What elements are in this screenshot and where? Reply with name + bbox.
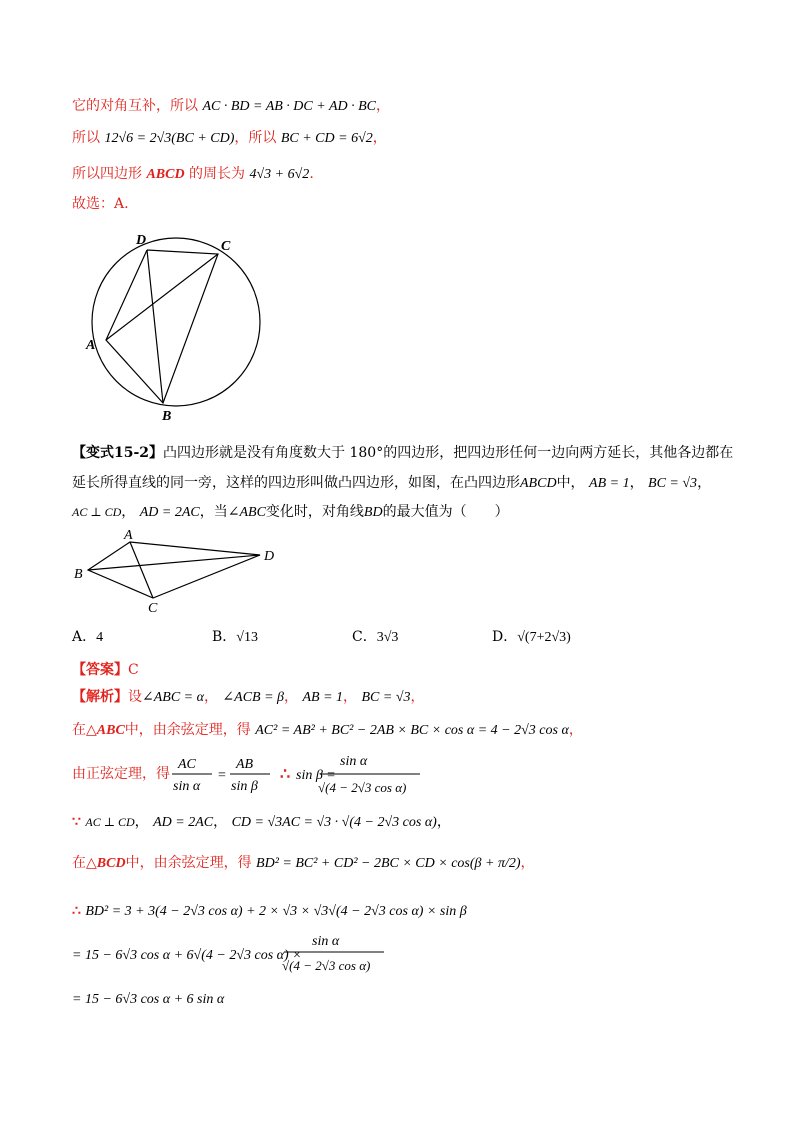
- solution-line-3: 所以四边形 ABCD 的周长为 4√3 + 6√2.: [72, 166, 314, 182]
- label-a: A: [86, 338, 96, 353]
- label-a: A: [124, 528, 133, 543]
- cosine-law-equation: AC² = AB² + BC² − 2AB × BC × cos α = 4 − 2√3 cos α: [255, 723, 569, 738]
- svg-text:√(4 − 2√3 cos α): √(4 − 2√3 cos α): [282, 958, 371, 973]
- equation: 12√6 = 2√3(BC + CD): [104, 131, 235, 146]
- perimeter-value: 4√3 + 6√2: [249, 167, 310, 182]
- cosine-law-bcd: BD² = BC² + CD² − 2BC × CD × cos(β + π/2): [256, 856, 521, 871]
- svg-text:=: =: [218, 768, 226, 783]
- problem-line-2: 延长所得直线的同一旁，这样的四边形叫做凸四边形，如图，在凸四边形ABCD中， AB = 1， BC = √3，: [72, 475, 712, 491]
- label-d: D: [136, 233, 147, 248]
- option-c: C．3√3: [352, 629, 399, 645]
- solution-line-2: 所以 12√6 = 2√3(BC + CD)，所以 BC + CD = 6√2，: [72, 130, 387, 146]
- svg-text:sin α: sin α: [312, 934, 340, 949]
- cyclic-quadrilateral-figure: [70, 228, 280, 428]
- svg-text:sin β: sin β: [231, 779, 258, 794]
- solution-line-4: 故选：A.: [72, 196, 129, 212]
- diagonal-ac: [106, 254, 218, 340]
- label-b: B: [74, 567, 83, 582]
- svg-text:∴: ∴: [280, 766, 291, 783]
- answer-tag: 【答案】: [72, 662, 128, 678]
- diagonal-bd: [88, 555, 260, 570]
- solution-text: 它的对角互补，所以: [72, 98, 198, 114]
- svg-text:sin α: sin α: [340, 754, 368, 769]
- quad-abcd: [88, 542, 260, 598]
- answer-value: C: [128, 662, 139, 678]
- label-b: B: [162, 409, 172, 424]
- convex-quadrilateral-figure: [68, 528, 288, 618]
- label-d: D: [264, 549, 275, 564]
- equation: BC + CD = 6√2: [280, 131, 373, 146]
- sine-law-fractions: [170, 752, 430, 798]
- svg-text:AC: AC: [178, 757, 196, 772]
- analysis-line-6: ∴ BD² = 3 + 3(4 − 2√3 cos α) + 2 × √3 × √3√(4 − 2√3 cos α) × sin β: [72, 903, 467, 919]
- solution-line-1: 它的对角互补，所以 AC · BD = AB · DC + AD · BC，: [72, 98, 390, 114]
- diagonal-bd: [147, 250, 163, 403]
- svg-text:sin α: sin α: [173, 779, 201, 794]
- label-c: C: [148, 601, 158, 616]
- svg-text:sin β =: sin β =: [296, 768, 336, 783]
- problem-line-3: AC ⊥ CD， AD = 2AC，当∠ABC变化时，对角线BD的最大值为（ ）: [72, 504, 509, 520]
- ptolemy-equation: AC · BD = AB · DC + AD · BC: [202, 99, 376, 114]
- analysis-tag: 【解析】: [72, 689, 128, 705]
- option-a: A．4: [72, 629, 104, 645]
- analysis-line-5: 在△BCD中，由余弦定理，得 BD² = BC² + CD² − 2BC × CD × cos(β + π/2)，: [72, 855, 535, 871]
- svg-text:√(4 − 2√3 cos α): √(4 − 2√3 cos α): [318, 780, 407, 795]
- analysis-line-8: = 15 − 6√3 cos α + 6 sin α: [72, 992, 225, 1007]
- option-d: D．√(7+2√3): [492, 629, 571, 645]
- problem-line-1: 【变式15-2】凸四边形就是没有角度数大于 180°的四边形，把四边形任何一边向两方延长，其他各边都在: [72, 445, 734, 461]
- fraction-line-7: [282, 932, 392, 978]
- answer-line: [72, 660, 139, 680]
- analysis-line-7: = 15 − 6√3 cos α + 6√(4 − 2√3 cos α) ×: [72, 948, 302, 963]
- because-symbol: ∵: [72, 814, 81, 830]
- therefore-symbol: ∴: [72, 903, 81, 919]
- svg-text:AB: AB: [236, 757, 254, 772]
- option-b: B．√13: [212, 629, 258, 645]
- problem-tag: 【变式15-2】: [72, 445, 164, 461]
- analysis-line-3-text: 由正弦定理，得: [72, 766, 170, 782]
- analysis-line-4: ∵ AC ⊥ CD， AD = 2AC， CD = √3AC = √3 · √(4 − 2√3 cos α)，: [72, 814, 451, 830]
- label-c: C: [221, 239, 231, 254]
- circumcircle: [92, 238, 260, 406]
- analysis-line-1: 【解析】设∠ABC = α， ∠ACB = β， AB = 1， BC = √3，: [72, 689, 425, 705]
- analysis-line-2: 在△ABC中，由余弦定理，得 AC² = AB² + BC² − 2AB × BC × cos α = 4 − 2√3 cos α，: [72, 722, 583, 738]
